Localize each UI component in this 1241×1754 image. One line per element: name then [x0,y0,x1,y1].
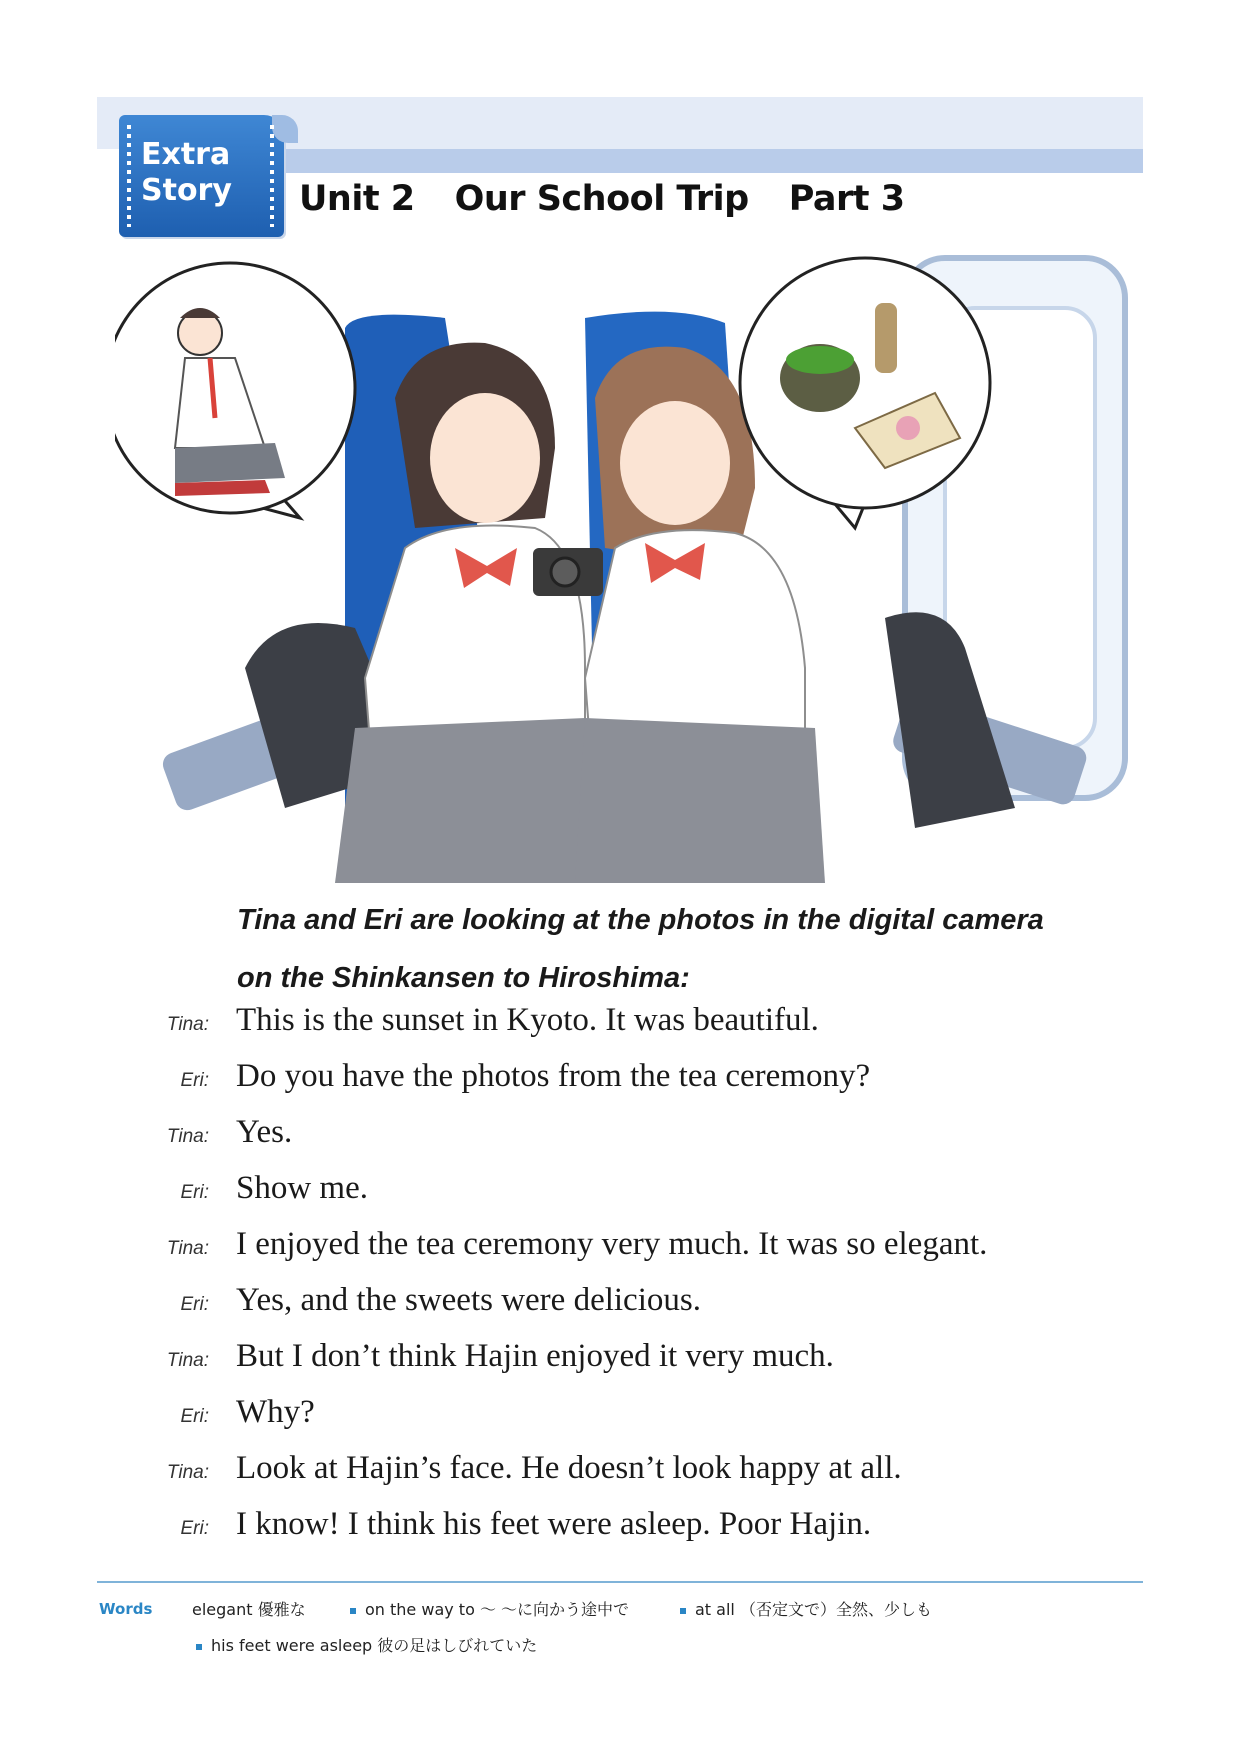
dialogue-line [0,1338,1241,1400]
dialogue-text: Show me. [236,1170,368,1206]
dialogue-text: Look at Hajin’s face. He doesn’t look happy at all. [236,1450,902,1486]
extra-story-badge [119,115,284,237]
dialogue-text: Why? [236,1394,315,1430]
dialogue-line [0,1282,1241,1344]
dialogue-line [0,1394,1241,1456]
badge-line-2: Story [141,173,232,208]
unit-part: Part 3 [788,179,905,219]
tea-whisk-icon [875,303,897,373]
speaker-label: Tina: [166,1462,209,1483]
word-gloss-text: his feet were asleep 彼の足はしびれていた [211,1636,538,1655]
dialogue-text: I know! I think his feet were asleep. Poor Hajin. [236,1506,872,1542]
dialogue-line [0,1170,1241,1232]
story-illustration [115,248,1135,883]
word-gloss [680,1597,932,1620]
speaker-label: Tina: [166,1126,209,1147]
word-gloss-text: on the way to ～ ～に向かう途中で [365,1600,630,1619]
header-band-accent [286,149,1143,173]
speaker-label: Tina: [166,1014,209,1035]
japanese-sweet-icon [896,416,920,440]
speaker-label: Tina: [166,1238,209,1259]
dialogue-line [0,1114,1241,1176]
narration-line-2: on the Shinkansen to Hiroshima: [237,962,690,994]
speaker-label: Eri: [180,1070,209,1091]
dialogue-text: This is the sunset in Kyoto. It was beautiful. [236,1002,819,1038]
bullet-icon [680,1608,686,1614]
bullet-icon [196,1644,202,1650]
word-gloss [196,1633,537,1656]
unit-title [299,179,945,219]
dialogue-line [0,1226,1241,1288]
speaker-label: Eri: [180,1182,209,1203]
unit-name: Our School Trip [454,179,749,219]
dialogue-line [0,1058,1241,1120]
dialogue-text: Do you have the photos from the tea ceremony? [236,1058,871,1094]
words-label: Words [99,1600,153,1618]
dialogue-text: Yes, and the sweets were delicious. [236,1282,701,1318]
words-divider [97,1581,1143,1583]
dialogue-text: But I don’t think Hajin enjoyed it very much. [236,1338,834,1374]
dialogue-line [0,1450,1241,1512]
badge-line-1: Extra [141,137,231,172]
dialogue-text: I enjoyed the tea ceremony very much. It was so elegant. [236,1226,988,1262]
speaker-label: Eri: [180,1518,209,1539]
speaker-label: Eri: [180,1406,209,1427]
badge-film-perforation-left [127,125,131,227]
dialogue-line [0,1506,1241,1568]
word-gloss [350,1597,629,1620]
speech-bubble-hajin [115,263,355,518]
word-gloss [192,1597,306,1620]
speaker-label: Tina: [166,1350,209,1371]
bullet-icon [350,1608,356,1614]
unit-number: Unit 2 [299,179,415,219]
dialogue-text: Yes. [236,1114,293,1150]
badge-film-perforation-right [270,125,274,227]
narration-line-1: Tina and Eri are looking at the photos in the digital camera [237,904,1044,936]
word-gloss-text: at all （否定文で）全然、少しも [695,1600,932,1619]
word-gloss-text: elegant 優雅な [192,1600,306,1619]
dialogue-line [0,1002,1241,1064]
speaker-label: Eri: [180,1294,209,1315]
badge-label [141,137,261,209]
